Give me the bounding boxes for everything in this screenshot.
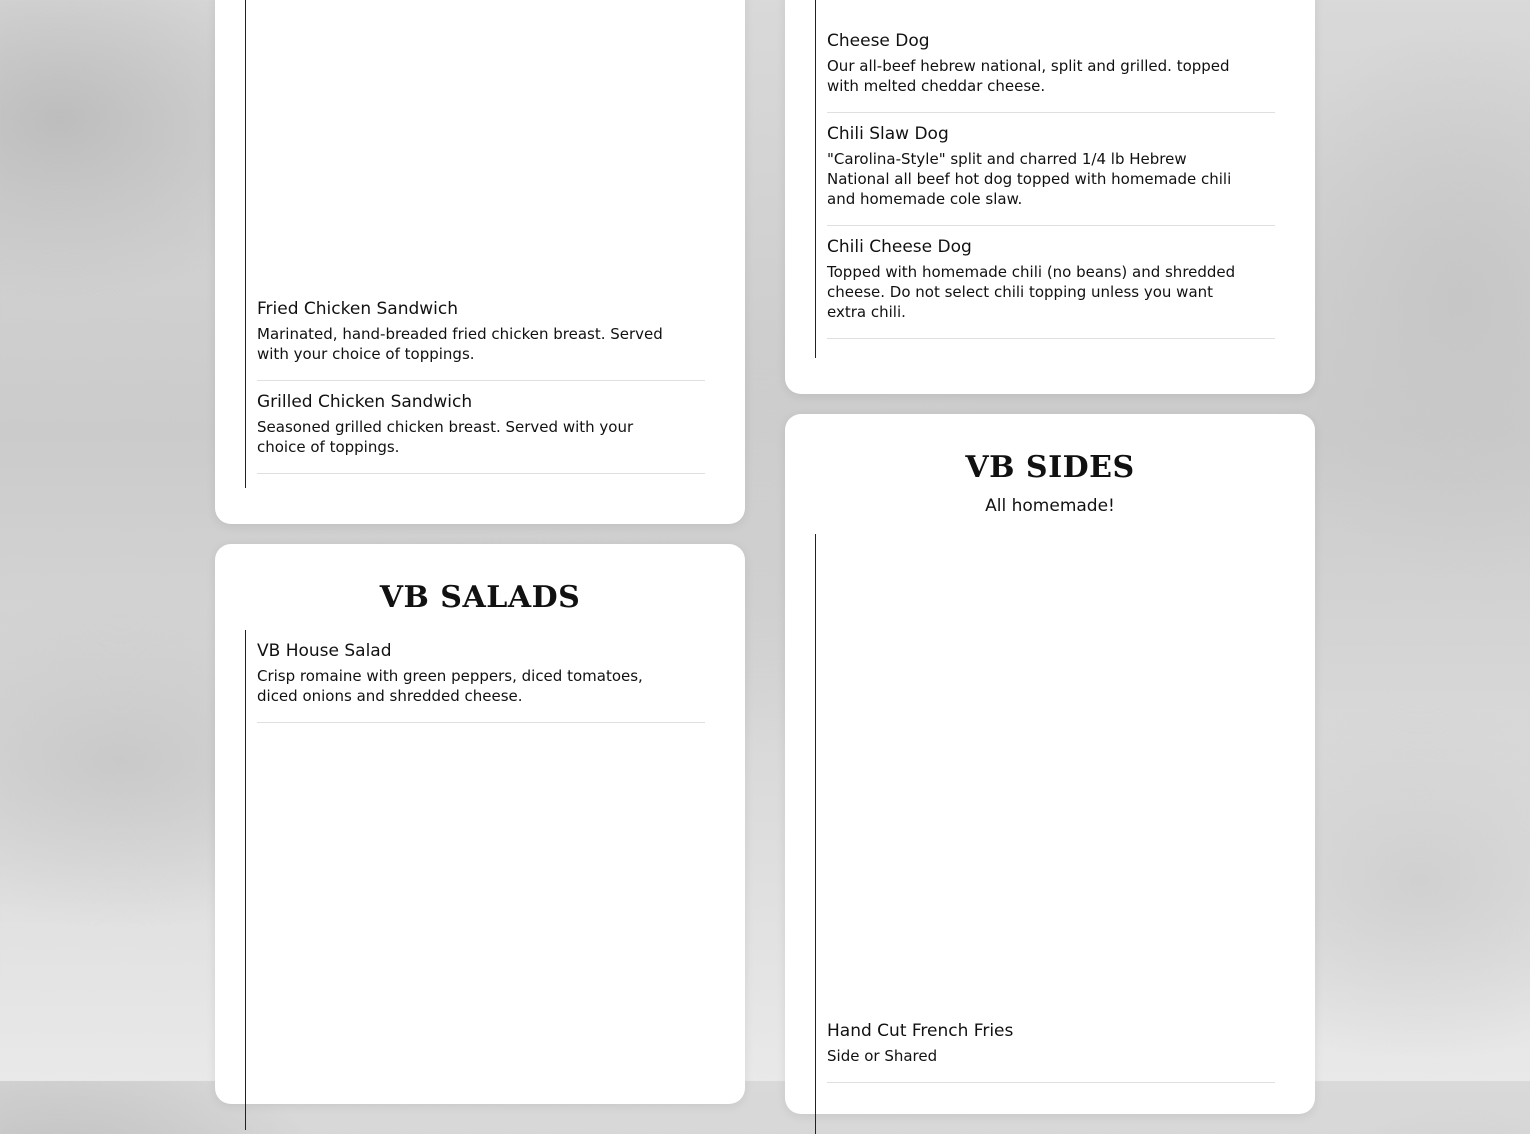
sides-item-list	[815, 534, 1275, 1134]
menu-item-image-area	[816, 0, 1275, 20]
hot-dogs-card	[785, 0, 1315, 394]
menu-item-vb-house-salad[interactable]	[257, 630, 705, 723]
menu-item-description: Our all-beef hebrew national, split and grilled. topped with melted cheddar cheese.	[827, 57, 1230, 95]
sandwiches-card	[215, 0, 745, 524]
menu-item-name: Cheese Dog	[827, 31, 930, 51]
sides-card	[785, 414, 1315, 1114]
menu-item-name: Grilled Chicken Sandwich	[257, 392, 473, 412]
menu-item-grilled-chicken-sandwich[interactable]	[257, 381, 705, 474]
menu-item-image-area	[246, 723, 705, 1083]
menu-item-description: "Carolina-Style" split and charred 1/4 lb Hebrew National all beef hot dog topped with homemade chili and homemade cole slaw.	[827, 150, 1232, 208]
section-title: VB SIDES	[965, 450, 1135, 485]
sandwiches-item-list	[245, 0, 705, 488]
salads-item-list	[245, 630, 705, 1130]
section-subtitle: All homemade!	[985, 496, 1115, 516]
menu-item-name: Chili Cheese Dog	[827, 237, 972, 257]
hot-dogs-item-list	[815, 0, 1275, 358]
menu-item-chili-cheese-dog[interactable]	[827, 226, 1275, 339]
menu-item-cheese-dog[interactable]	[827, 20, 1275, 113]
salads-card	[215, 544, 745, 1104]
menu-item-description: Marinated, hand-breaded fried chicken breast. Served with your choice of toppings.	[257, 325, 663, 363]
menu-item-hand-cut-french-fries[interactable]	[827, 1010, 1275, 1083]
menu-item-fried-chicken-sandwich[interactable]	[257, 288, 705, 381]
menu-item-description: Seasoned grilled chicken breast. Served with your choice of toppings.	[257, 418, 634, 456]
section-title: VB SALADS	[379, 580, 581, 615]
menu-item-name: Chili Slaw Dog	[827, 124, 949, 144]
menu-item-description: Crisp romaine with green peppers, diced tomatoes, diced onions and shredded cheese.	[257, 667, 643, 705]
menu-item-image-area	[246, 0, 705, 288]
menu-item-image-area	[816, 534, 1275, 1010]
menu-item-name: Fried Chicken Sandwich	[257, 299, 459, 319]
menu-item-chili-slaw-dog[interactable]	[827, 113, 1275, 226]
menu-item-name: Hand Cut French Fries	[827, 1021, 1014, 1041]
menu-item-description: Side or Shared	[827, 1047, 938, 1065]
menu-item-name: VB House Salad	[257, 641, 392, 661]
menu-item-description: Topped with homemade chili (no beans) and shredded cheese. Do not select chili topping unless you want extra chili.	[827, 263, 1236, 321]
